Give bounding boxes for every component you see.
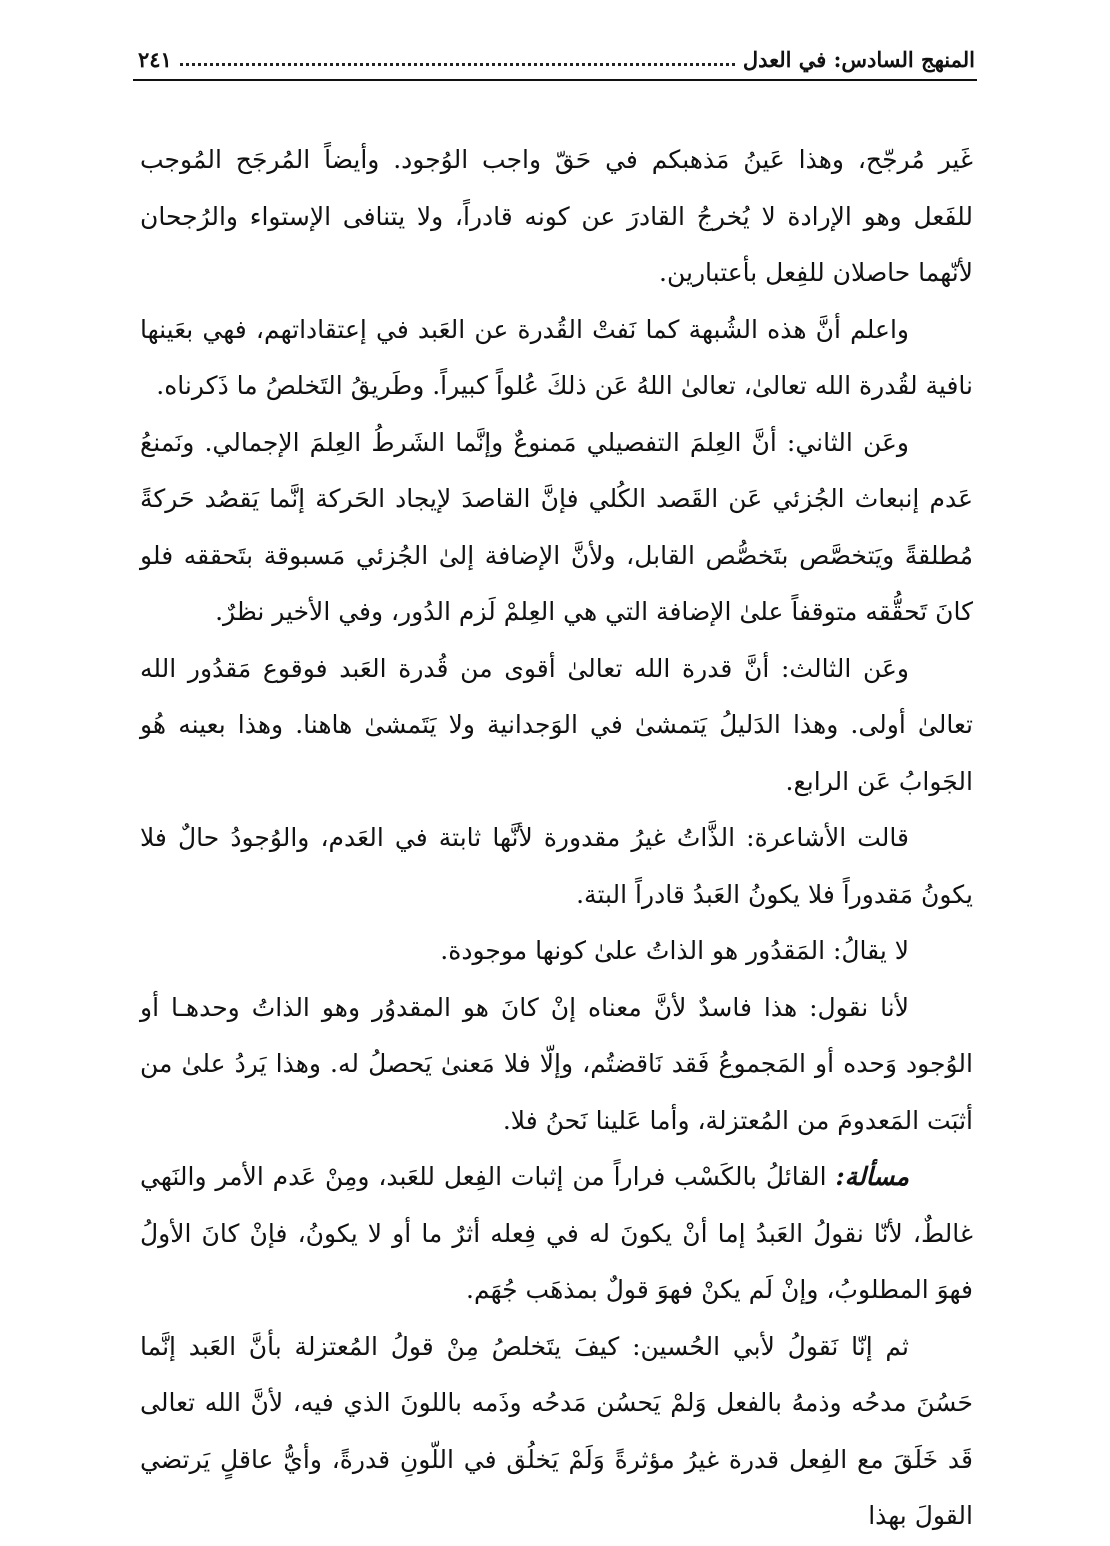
paragraph: لا يقالُ: المَقدُور هو الذاتُ علىٰ كونها موجودة. xyxy=(440,936,909,965)
paragraph-text: القائلُ بالكَسْب فراراً من إثبات الفِعل للعَبد، ومِنْ عَدم الأمر والنَهي غالطٌ، لأنّا نقولُ العَبدُ إما أنْ يكونَ له في فِعله أثرٌ ما أو لا يكونُ، فإنْ كانَ الأولُ فهوَ المطلوبُ، وإنْ لَم يكنْ فهوَ قولٌ بمذهَب جُهَم. xyxy=(140,1162,973,1304)
paragraph: وعَن الثالث: أنَّ قدرة الله تعالىٰ أقوى من قُدرة العَبد فوقوع مَقدُور الله تعالىٰ أولى. وهذا الدَليلُ يَتمشىٰ في الوَجدانية ولا يَتَمشىٰ هاهنا. وهذا بعينه هُو الجَوابُ عَن الرابع. xyxy=(140,653,973,796)
paragraph: واعلم أنَّ هذه الشُبهة كما نَفتْ القُدرة عن العَبد في إعتقاداتهم، فهي بعَينها نافية لقُدرة الله تعالىٰ، تعالىٰ اللهُ عَن ذلكَ عُلواً كبيراً. وطَريقُ التَخلصُ ما ذَكرناه. xyxy=(140,314,973,400)
paragraph: لأنا نقول: هذا فاسدٌ لأنَّ معناه إنْ كانَ هو المقدوُر وهو الذاتُ وحدهـا أو الوُجود وَحده أو المَجموعُ فَقد نَاقضتُم، وإلّا فلا مَعنىٰ يَحصلُ له. وهذا يَردُ علىٰ من أثبَت المَعدومَ من المُعتزلة، وأما عَلينا نَحنُ فلا. xyxy=(140,992,973,1135)
section-term: مسألة: xyxy=(835,1162,909,1191)
header-leader-dots xyxy=(180,63,735,66)
page-number: ٢٤١ xyxy=(138,47,172,72)
paragraph xyxy=(140,1149,973,1319)
body-text xyxy=(140,132,973,1545)
running-title: المنهج السادس: في العدل xyxy=(742,47,975,72)
running-header xyxy=(138,40,975,72)
paragraph: ثم إنّا نَقولُ لأبي الحُسين: كيفَ يتَخلصُ مِنْ قولُ المُعتزلة بأنَّ العَبد إنَّما حَسُنَ مدحُه وذمهُ بالفعل وَلمْ يَحسُن مَدحُه وذَمه باللونَ الذي فيه، لأنَّ الله تعالى قَد خَلَقَ مع الفِعل قدرة غيرُ مؤثرةً وَلَمْ يَخلُق في اللّونِ قدرةً، وأيُّ عاقلٍ يَرتضي القولَ بهذا xyxy=(140,1331,973,1530)
paragraph: وعَن الثاني: أنَّ العِلمَ التفصيلي مَمنوعٌ وإنَّما الشَرطُ العِلمَ الإجمالي. ونَمنعُ عَدم إنبعاث الجُزئي عَن القَصد الكُلي فإنَّ القاصدَ لإيجاد الحَركة إنَّما يَقصُد حَركةً مُطلقةً ويَتخصَّص بتَخصُّص القابل، ولأنَّ الإضافة إلىٰ الجُزئي مَسبوقة بتَحققه فلو كانَ تَحقُّقه متوقفاً علىٰ الإضافة التي هي العِلمْ لَزم الدُور، وفي الأخير نظرٌ. xyxy=(140,427,973,626)
paragraph: قالت الأشاعرة: الذَّاتُ غيرُ مقدورة لأنَّها ثابتة في العَدم، والوُجودُ حالٌ فلا يكونُ مَقدوراً فلا يكونُ العَبدُ قادراً البتة. xyxy=(140,823,973,909)
paragraph: غَير مُرجّح، وهذا عَينُ مَذهبكم في حَقّ واجب الوُجود. وأيضاً المُرجَح المُوجب للفَعل وهو الإرادة لا يُخرجُ القادرَ عن كونه قادراً، ولا يتنافى الإستواء والرُجحان لأنّهما حاصلان للفِعل بأعتبارين. xyxy=(140,145,973,287)
header-rule xyxy=(133,79,977,81)
